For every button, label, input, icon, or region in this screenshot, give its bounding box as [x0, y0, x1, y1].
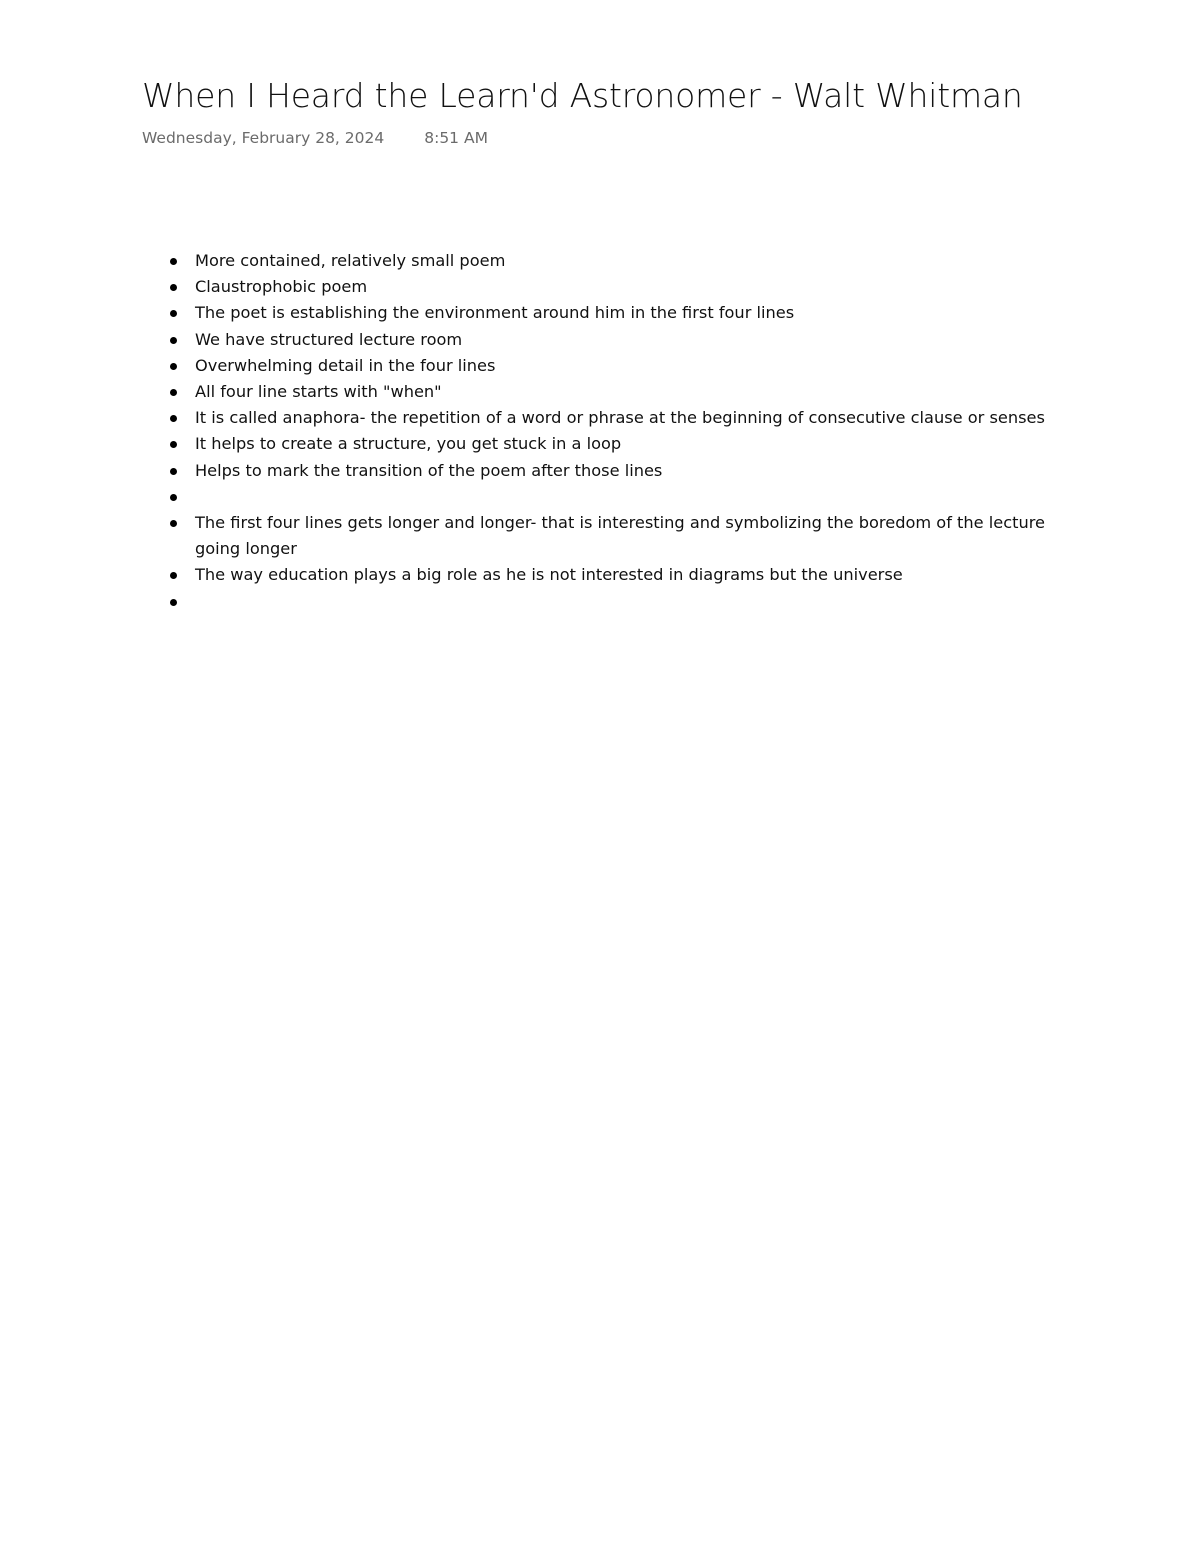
list-item[interactable]: [164, 327, 1064, 353]
list-item-text: [195, 484, 1064, 510]
list-item-text: Helps to mark the transition of the poem after those lines: [195, 460, 663, 480]
list-item[interactable]: [164, 300, 1064, 326]
note-time: 8:51 AM: [424, 129, 488, 147]
note-date: Wednesday, February 28, 2024: [142, 129, 385, 147]
page-title: When I Heard the Learn'd Astronomer - Walt Whitman: [142, 76, 1023, 115]
list-item[interactable]: [164, 458, 1064, 484]
bullet-icon: [170, 441, 177, 448]
bullet-icon: [170, 572, 177, 579]
list-item[interactable]: [164, 431, 1064, 457]
list-item-text: More contained, relatively small poem: [195, 251, 506, 270]
list-item[interactable]: [164, 353, 1064, 379]
notes-list: [164, 248, 1064, 615]
list-item-text: It helps to create a structure, you get stuck in a loop: [195, 434, 622, 454]
list-item-text: It is called anaphora- the repetition of a word or phrase at the beginning of consecutive clause or senses: [195, 408, 1045, 428]
list-item[interactable]: [164, 405, 1064, 431]
bullet-icon: [170, 599, 177, 606]
list-item-text: Claustrophobic poem: [195, 277, 368, 297]
bullet-icon: [170, 520, 177, 527]
list-item-empty[interactable]: [164, 589, 1064, 615]
list-item-text: The way education plays a big role as he is not interested in diagrams but the universe: [195, 565, 903, 585]
bullet-icon: [170, 389, 177, 396]
bullet-icon: [170, 415, 177, 422]
list-item[interactable]: [164, 274, 1064, 300]
bullet-icon: [170, 337, 177, 344]
bullet-icon: [170, 494, 177, 501]
list-item-text: The first four lines gets longer and longer- that is interesting and symbolizing the boredom of the lecture going longer: [195, 513, 1045, 559]
list-item-empty[interactable]: [164, 484, 1064, 510]
note-timestamp: [142, 128, 488, 148]
bullet-icon: [170, 258, 177, 265]
bullet-icon: [170, 310, 177, 317]
list-item[interactable]: [164, 248, 1064, 274]
list-item[interactable]: [164, 379, 1064, 405]
list-item-text: We have structured lecture room: [195, 329, 463, 349]
list-item-text: All four line starts with "when": [195, 382, 442, 402]
bullet-icon: [170, 284, 177, 291]
list-item-text: [195, 589, 1064, 615]
list-item[interactable]: [164, 562, 1064, 588]
list-item[interactable]: [164, 510, 1064, 562]
bullet-icon: [170, 363, 177, 370]
bullet-icon: [170, 468, 177, 475]
list-item-text: The poet is establishing the environment around him in the first four lines: [195, 303, 795, 323]
list-item-text: Overwhelming detail in the four lines: [195, 355, 496, 375]
